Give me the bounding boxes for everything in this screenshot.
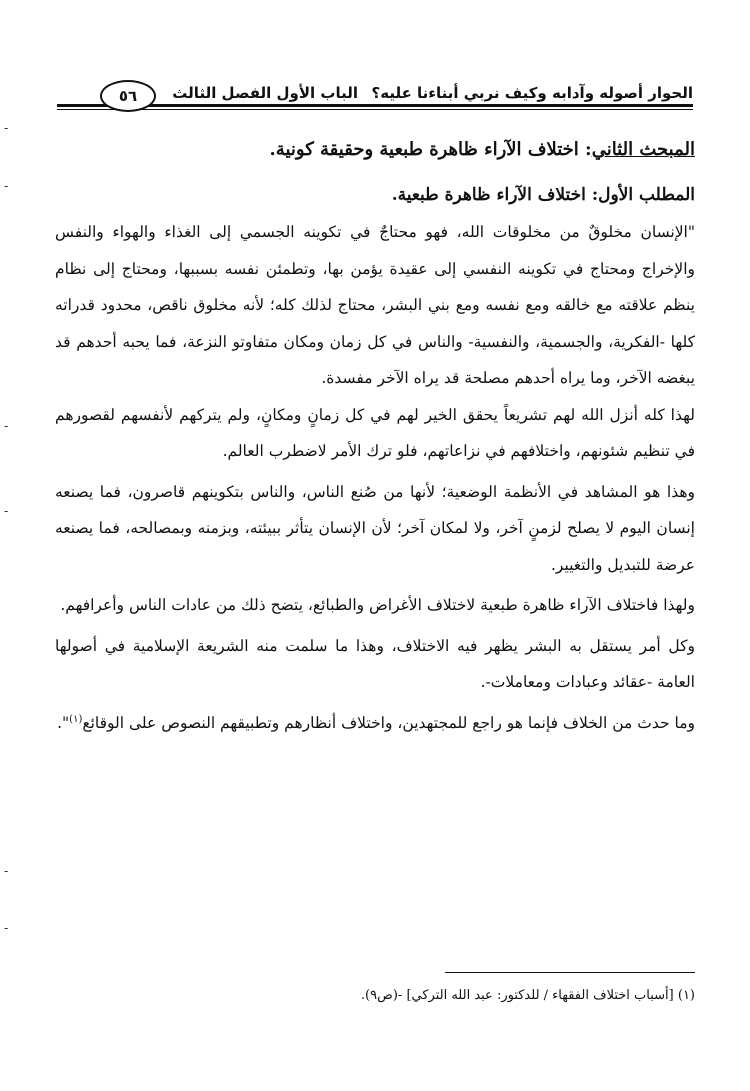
margin-mark: -	[4, 179, 9, 193]
header-rule-thin	[57, 109, 693, 110]
section-heading-text: : اختلاف الآراء ظاهرة طبعية وحقيقة كونية.	[269, 139, 592, 160]
paragraph-last-closing: ".	[57, 713, 70, 732]
margin-mark: -	[4, 864, 9, 878]
footnote-separator	[445, 972, 695, 973]
paragraph-last-text: وما حدث من الخلاف فإنما هو راجع للمجتهدين، واختلاف أنظارهم وتطبيقهم النصوص على الوقائع	[82, 713, 695, 732]
subsection-heading: المطلب الأول: اختلاف الآراء ظاهرة طبعية.	[391, 185, 695, 205]
section-heading	[55, 130, 695, 170]
paragraph: وهذا هو المشاهد في الأنظمة الوضعية؛ لأنها من صُنع الناس، والناس بتكوينهم قاصرون، فما يصنعه إنسان اليوم لا يصلح لزمنٍ آخر، ولا لمكان آخر؛ لأن الإنسان يتأثر ببيئته، وبزمنه وبمصالحه، فما يصنعه عرضة للتبديل والتغيير.	[55, 482, 695, 574]
body-text	[55, 130, 695, 741]
paragraph: وكل أمر يستقل به البشر يظهر فيه الاختلاف، وهذا ما سلمت منه الشريعة الإسلامية في أصولها العامة -عقائد وعبادات ومعاملات-.	[55, 636, 695, 691]
footnote: (١) [أسباب اختلاف الفقهاء / للدكتور: عبد الله التركي] -(ص٩).	[360, 988, 695, 1003]
margin-mark: -	[4, 504, 9, 518]
paragraph: ولهذا فاختلاف الآراء ظاهرة طبعية لاختلاف الأغراض والطبائع، يتضح ذلك من عادات الناس وأعرافهم.	[60, 596, 695, 614]
header-rule-thick	[57, 104, 693, 107]
margin-mark: -	[4, 921, 9, 935]
footnote-ref: (١)	[69, 713, 83, 725]
page-number: ٥٦	[100, 80, 156, 112]
section-heading-label: المبحث الثاني	[591, 139, 695, 160]
paragraph-last	[55, 705, 695, 742]
margin-mark: -	[4, 419, 9, 433]
running-header	[57, 80, 693, 112]
chapter-label: الباب الأول الفصل الثالث	[172, 84, 358, 102]
paragraph: لهذا كله أنزل الله لهم تشريعاً يحقق الخير لهم في كل زمانٍ ومكانٍ، ولم يتركهم لأنفسهم لقصورهم في تنظيم شئونهم، واختلافهم في نزاعاتهم، فلو ترك الأمر لاضطرب العالم.	[55, 405, 695, 460]
book-title: الحوار أصوله وآدابه وكيف نربي أبناءنا عليه؟	[371, 84, 693, 102]
paragraph: "الإنسان مخلوقٌ من مخلوقات الله، فهو محتاجٌ في تكوينه الجسمي إلى الغذاء والهواء والنفس والإخراج ومحتاج في تكوينه النفسي إلى عقيدة يؤمن بها، وتطمئن نفسه بسببها، ومحتاج إلى نظام ينظم علاقته مع خالقه ومع نفسه ومع بني البشر، محتاج لذلك كله؛ لأنه مخلوق ناقص، محدود قدراته كلها -الفكرية، والجسمية، والنفسية- والناس في كل زمان ومكان متفاوتو النزعة، فما يحبه أحدهم قد يبغضه الآخر، وما يراه أحدهم مصلحة قد يراه الآخر مفسدة.	[55, 223, 695, 387]
margin-mark: -	[4, 121, 9, 135]
